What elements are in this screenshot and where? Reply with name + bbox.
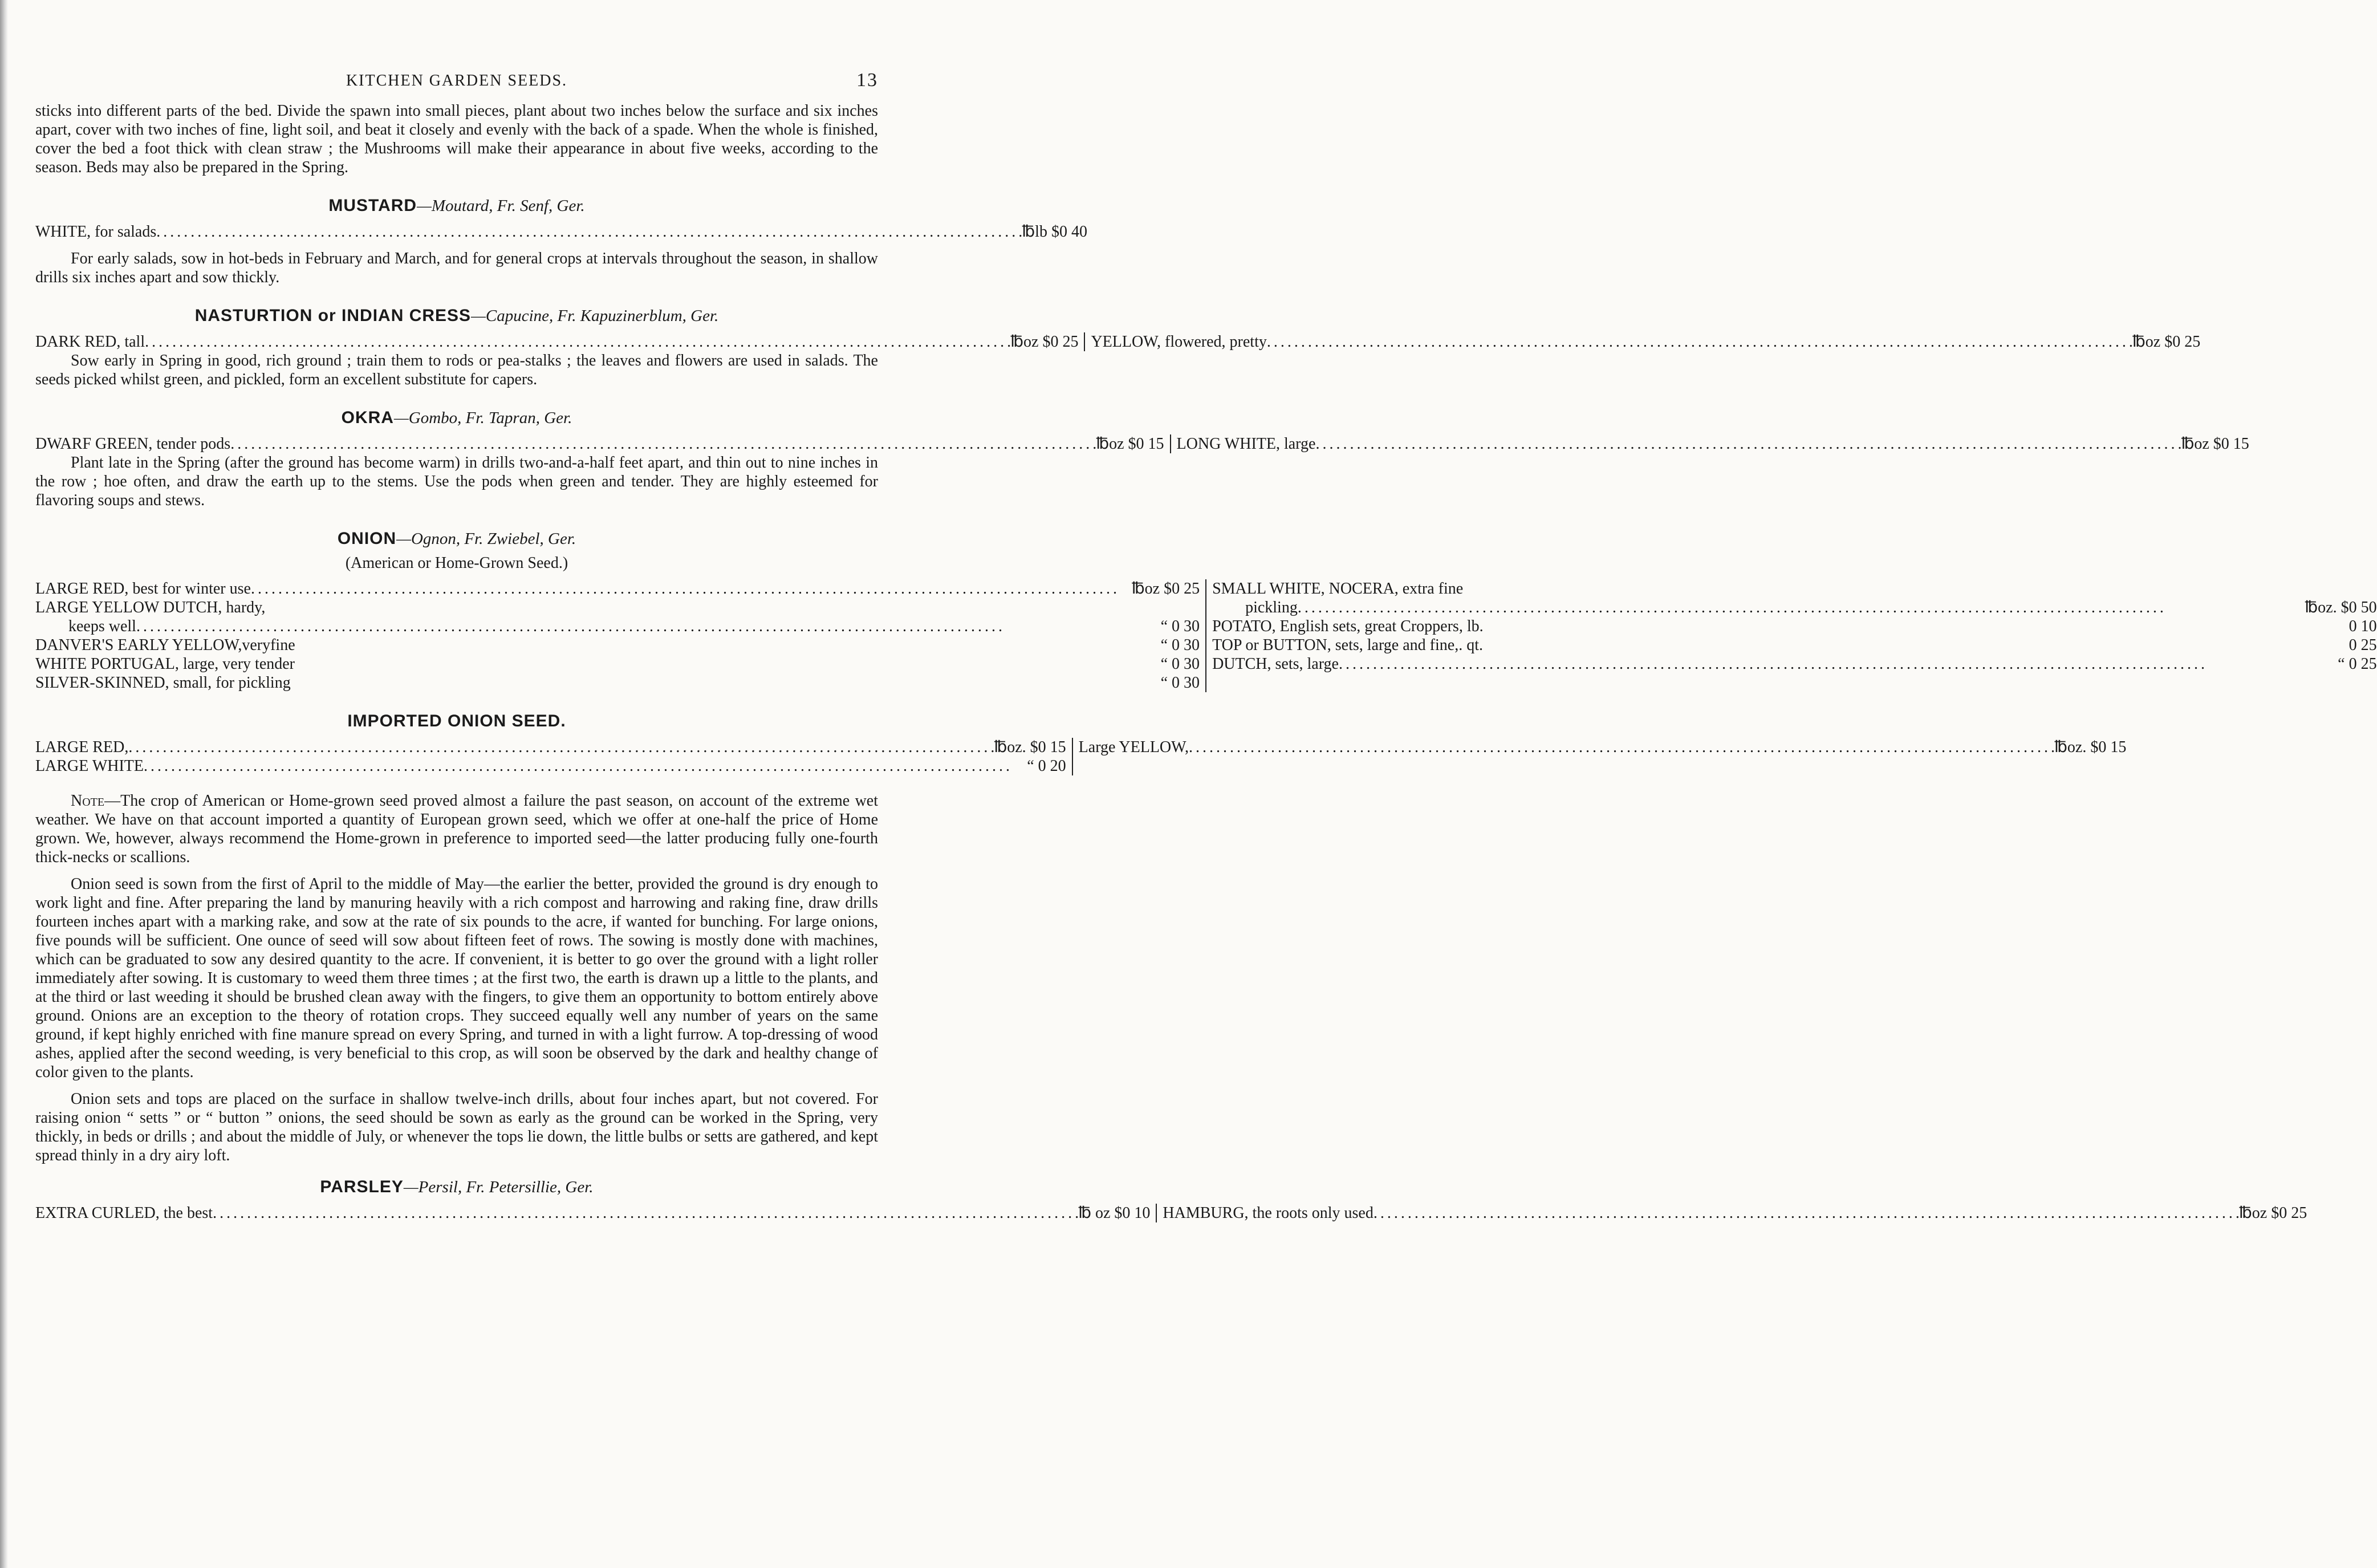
price-row: WHITE, for salads . . . ℔lb $0 40 [35, 222, 878, 241]
item-price: ℔ oz $0 10 [1078, 1204, 1151, 1222]
onion-culture-paragraph: Onion seed is sown from the first of April to the middle of May—the earlier the better, provided the ground is dry enough to work light and fine. After preparing the land by manuring heavily with a rich compost and harrowing and raking fine, draw drills fourteen inches apart with a marking rake, and sow at the rate of six pounds to the acre, if wanted for bunching. For large onions, five pounds will be sufficient. One ounce of seed will sow about fifteen feet of rows. The sowing is mostly done with machines, which can be graduated to sow any desired quantity to the acre. If convenient, it is better to go over the ground with a light roller immediately after sowing. It is customary to weed them three times ; at the first two, the earth is drawn up a little to the plants, and at the third or last weeding it should be brushed clean away with the fingers, to give them an opportunity to bottom entirely above ground. Onions are an exception to the theory of rotation crops. They succeed equally well any number of years on the same ground, if kept highly enriched with fine manure spread on every Spring, and turned in with a light furrow. A top-dressing of wood ashes, applied after the second weeding, is very beneficial to this crop, as will soon be observed by the dark and healthy change of color given to the plants. [35, 875, 878, 1081]
item-name: HAMBURG, the roots only used [1163, 1204, 1374, 1222]
price-table-imported [35, 738, 2127, 775]
item-price: “ 0 30 [1160, 618, 1200, 635]
item-price: ℔oz. $0 15 [2054, 738, 2127, 756]
section-heading-imported-onion: IMPORTED ONION SEED. [347, 712, 566, 730]
item-price: ℔oz $0 25 [2132, 333, 2201, 351]
price-table-onion [35, 579, 2377, 692]
section-heading-parsley: PARSLEY—Persil, Fr. Petersillie, Ger. [320, 1177, 594, 1196]
item-price: ℔oz. $0 50 [2305, 599, 2377, 616]
item-name: WHITE PORTUGAL, large, very tender [35, 655, 295, 673]
page-header [35, 67, 878, 101]
item-price: ℔oz $0 25 [2238, 1204, 2307, 1222]
item-price: ℔oz $0 15 [1096, 435, 1164, 453]
item-name: EXTRA CURLED, the best [35, 1204, 213, 1222]
okra-paragraph: Plant late in the Spring (after the ground has become warm) in drills two-and-a-half feet apart, and thin out to nine inches in the row ; hoe often, and draw the earth up to the stems. Use the pods when green and tender. They are highly esteemed for flavoring soups and stews. [35, 454, 878, 509]
item-name: LARGE YELLOW DUTCH, hardy, [35, 599, 266, 616]
note-paragraph: Note—The crop of American or Home-grown seed proved almost a failure the past season, on account of the extreme wet weather. We have on that account imported a quantity of European grown seed, which we offer at one-half the price of Home grown. We, however, always recommend the Home-grown in preference to imported seed—the latter producing fully one-fourth thick-necks or scallions. [35, 792, 878, 866]
price-table-okra [35, 434, 2249, 453]
section-heading-nasturtion: NASTURTION or INDIAN CRESS—Capucine, Fr. Kapuzinerblum, Ger. [194, 306, 719, 325]
item-price: ℔oz $0 15 [2181, 435, 2249, 453]
item-price: “ 0 25 [2338, 655, 2377, 673]
page [35, 67, 2377, 1222]
item-price: 0 25 [2348, 636, 2377, 654]
onion-subtitle: (American or Home-Grown Seed.) [345, 554, 568, 572]
page-number: 13 [856, 70, 878, 91]
item-price: “ 0 30 [1160, 674, 1200, 692]
item-price: “ 0 30 [1160, 636, 1200, 654]
price-table-parsley [35, 1204, 2307, 1222]
item-name: LARGE RED, best for winter use [35, 580, 251, 598]
scan-edge-shadow [0, 0, 8, 1568]
item-price: 0 10 [2348, 618, 2377, 635]
nasturtion-paragraph: Sow early in Spring in good, rich ground ; train them to rods or pea-stalks ; the leaves and flowers are used in salads. The seeds picked whilst green, and pickled, form an excellent substitute for capers. [35, 352, 878, 388]
item-name: LARGE WHITE [35, 757, 144, 775]
item-name: TOP or BUTTON, sets, large and fine,. qt. [1212, 636, 1483, 654]
item-name: pickling [1245, 599, 1298, 616]
item-name: YELLOW, flowered, pretty [1091, 333, 1267, 351]
item-name: POTATO, English sets, great Croppers, lb. [1212, 618, 1484, 635]
item-price: “ 0 20 [1027, 757, 1066, 775]
item-price: ℔oz. $0 15 [994, 738, 1066, 756]
running-title: KITCHEN GARDEN SEEDS. [346, 72, 568, 90]
item-name: SILVER-SKINNED, small, for pickling [35, 674, 291, 692]
intro-paragraph: sticks into different parts of the bed. Divide the spawn into small pieces, plant about two inches below the surface and six inches apart, cover with two inches of fine, light soil, and beat it closely and evenly with the back of a spade. When the whole is finished, cover the bed a foot thick with clean straw ; the Mushrooms will make their appearance in about five weeks, according to the season. Beds may also be prepared in the Spring. [35, 102, 878, 176]
item-price: ℔oz $0 25 [1131, 580, 1200, 598]
section-heading-okra: OKRA—Gombo, Fr. Tapran, Ger. [341, 408, 572, 427]
item-name: LONG WHITE, large [1176, 435, 1316, 453]
item-name: Large YELLOW, [1078, 738, 1189, 756]
item-price: ℔oz $0 25 [1010, 333, 1079, 351]
item-name: DUTCH, sets, large [1212, 655, 1339, 673]
price-table-nasturtion [35, 332, 2201, 351]
item-price: “ 0 30 [1160, 655, 1200, 673]
item-name: DWARF GREEN, tender pods [35, 435, 231, 453]
section-heading-onion: ONION—Ognon, Fr. Zwiebel, Ger. [337, 529, 576, 548]
item-name: DARK RED, tall [35, 333, 145, 351]
item-name: keeps well [68, 618, 136, 635]
item-name: DANVER'S EARLY YELLOW,veryfine [35, 636, 295, 654]
item-name: LARGE RED, [35, 738, 129, 756]
onion-sets-paragraph: Onion sets and tops are placed on the surface in shallow twelve-inch drills, about four inches apart, but not covered. For raising onion “ setts ” or “ button ” onions, the seed should be sown as early as the ground can be worked in the Spring, very thickly, in beds or drills ; and about the middle of July, or whenever the tops lie down, the little bulbs or setts are gathered, and kept spread thinly in a dry airy loft. [35, 1090, 878, 1164]
mustard-paragraph: For early salads, sow in hot-beds in February and March, and for general crops at intervals throughout the season, in shallow drills six inches apart and sow thickly. [35, 250, 878, 286]
item-name: SMALL WHITE, NOCERA, extra fine [1212, 580, 1464, 598]
section-heading-mustard: MUSTARD—Moutard, Fr. Senf, Ger. [328, 196, 585, 215]
